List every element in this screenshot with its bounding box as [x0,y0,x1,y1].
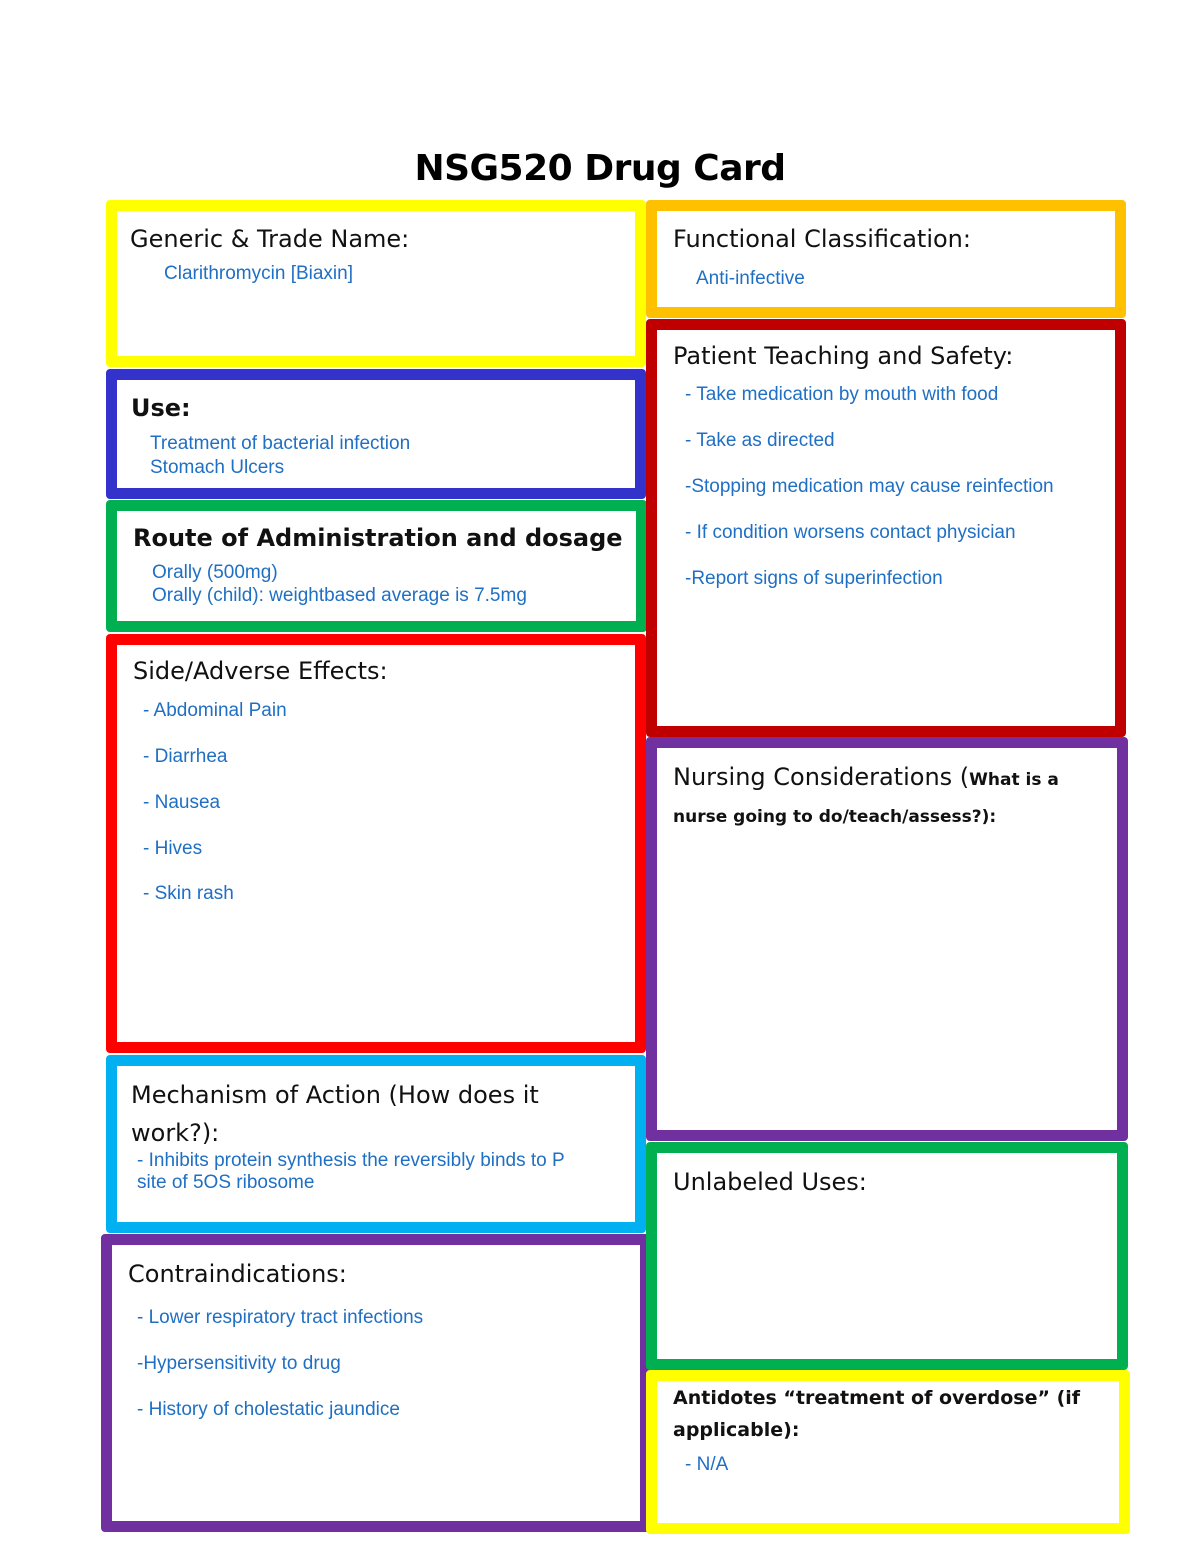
generic-value: Clarithromycin [Biaxin] [164,263,353,284]
contraindication-item: - History of cholestatic jaundice [137,1399,400,1420]
mechanism-heading-line-2: work?): [131,1119,220,1147]
nursing-heading-line-2: nurse going to do/teach/assess?): [673,807,997,827]
teaching-item: - If condition worsens contact physician [685,522,1016,543]
antidotes-heading-line-2: applicable): [673,1419,800,1441]
contraindication-item: - Lower respiratory tract infections [137,1307,424,1328]
mechanism-line-2: site of 5OS ribosome [137,1172,315,1193]
side-effect-item: - Diarrhea [143,746,228,767]
side-effect-item: - Abdominal Pain [143,700,287,721]
nursing-heading-line-1 [673,758,1059,799]
teaching-item: - Take medication by mouth with food [685,384,999,405]
side-effect-item: - Nausea [143,792,221,813]
contraindication-item: -Hypersensitivity to drug [137,1353,341,1374]
side-effects-heading: Side/Adverse Effects: [133,657,388,685]
generic-heading: Generic & Trade Name: [130,225,410,253]
use-line-1: Treatment of bacterial infection [150,433,411,454]
teaching-item: -Report signs of superinfection [685,568,943,589]
functional-classification-box [646,200,1126,318]
teaching-item: -Stopping medication may cause reinfection [685,476,1054,497]
teaching-heading: Patient Teaching and Safety: [673,342,1014,370]
mechanism-heading-line-1: Mechanism of Action (How does it [131,1081,539,1109]
contraindications-heading: Contraindications: [128,1260,347,1288]
antidotes-value: - N/A [685,1454,729,1475]
use-heading: Use: [131,394,191,422]
side-effect-item: - Hives [143,838,203,859]
route-line-1: Orally (500mg) [152,562,278,583]
side-effect-item: - Skin rash [143,883,234,904]
antidotes-heading-line-1: Antidotes “treatment of overdose” (if [673,1387,1081,1409]
functional-value: Anti-infective [696,268,805,289]
unlabeled-heading: Unlabeled Uses: [673,1168,867,1196]
nursing-heading-part: Nursing Considerations ( [673,763,970,791]
route-line-2: Orally (child): weightbased average is 7.5mg [152,585,527,606]
teaching-item: - Take as directed [685,430,835,451]
route-heading: Route of Administration and dosage [133,524,623,552]
functional-heading: Functional Classification: [673,225,971,253]
mechanism-line-1: - Inhibits protein synthesis the reversibly binds to P [137,1150,565,1171]
page-title: NSG520 Drug Card [414,148,786,189]
use-line-2: Stomach Ulcers [150,457,285,478]
nursing-heading-bold: What is a [969,770,1059,790]
